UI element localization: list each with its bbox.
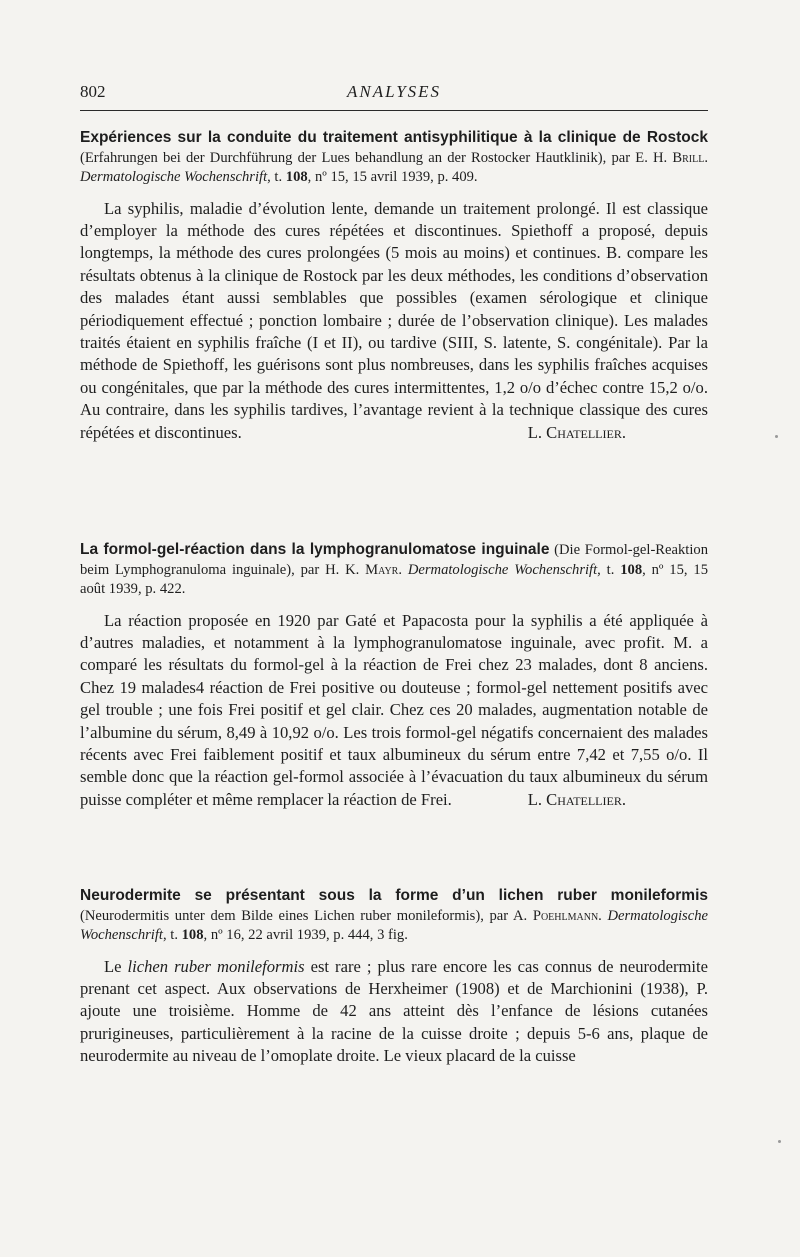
article-body: La réaction proposée en 1920 par Gaté et Papacosta pour la syphilis a été appliquée à d’autres maladies, et notamment à la lymphogranulomatose inguinale, avec profit. M. a comparé les résultats du formol-gel à la réaction de Frei chez 23 malades, dont 8 anciens. Chez 19 malades4 réaction de Frei positive ou douteuse ; formol-gel nettement positifs avec gel trouble ; une fois Frei positif et gel clair. Chez ces 20 malades, augmentation notable de l’albumine du sérum, 8,49 à 10,92 o/o. Les trois formol-gel négatifs concernaient des malades récents avec Frei faiblement positif et taux albumineux du sérum entre 7,42 et 7,55 o/o. Il semble donc que la réaction gel-formol associée à l’évacuation du taux albumineux du sérum puisse compléter et même remplacer la réaction de Frei. L. Chatellier.: [80, 610, 708, 812]
page-header: [80, 82, 708, 106]
header-rule: [80, 110, 708, 111]
article-body: Le lichen ruber monileformis est rare ; plus rare encore les cas connus de neurodermite prenant cet aspect. Aux observations de Herxheimer (1908) et de Marchionini (1938), P. ajoute une troisième. Homme de 42 ans atteint dès l’enfance de lésions cutanées prurigineuses, particulièrement à la racine de la cuisse droite ; depuis 5-6 ans, plaque de neurodermite au niveau de l’omoplate droite. Le vieux placard de la cuisse: [80, 956, 709, 1066]
article-headline: Neurodermite se présentant sous la forme d’un lichen ruber monileformis (Neurodermitis unter dem Bilde eines Lichen ruber monileformis), par A. Poehlmann. Dermatologische Wochenschrift, t. 108, nº 16, 22 avril 1939, p. 444, 3 fig.: [80, 887, 708, 943]
article-2: [80, 540, 708, 811]
journal-volume: 108: [181, 927, 204, 943]
journal-volume: 108: [285, 169, 308, 185]
article-headline: Expériences sur la conduite du traitement antisyphilitique à la clinique de Rostock (Erfahrungen bei der Durchführung der Lues behandlung an der Rostocker Hautklinik), par E. H. Brill. Dermatologische Wochenschrift, t. 108, nº 15, 15 avril 1939, p. 409.: [80, 129, 708, 185]
journal-details: , nº 16, 22 avril 1939, p. 444, 3 fig.: [203, 927, 408, 943]
article-body: La syphilis, maladie d’évolution lente, demande un traitement prolongé. Il est classique d’employer la méthode des cures répétées et discontinues. Spiethoff a proposé, depuis longtemps, la méthode des cures prolongées (5 mois au moins) et continues. B. compare les résultats obtenus à la clinique de Rostock par les deux méthodes, les conditions d’observation des malades étant aussi semblables que possibles (examen sérologique et clinique périodiquement effectué ; ponction lombaire ; durée de l’observation clinique). Les malades traités étaient en syphilis fraîche (I et II), ou tardive (SIII, S. latente, S. congénitale). Par la méthode de Spiethoff, les guérisons sont plus nombreuses, dans les syphilis fraîches acquises ou congénitales, que par la méthode des cures intermittentes, 1,2 o/o d’échec contre 15,2 o/o. Au contraire, dans les syphilis tardives, l’avantage revient à la technique classique des cures répétées et discontinues. L. Chatellier.: [80, 198, 708, 444]
article-headline: La formol-gel-réaction dans la lymphogranulomatose inguinale (Die Formol-gel-Reaktion beim Lymphogranuloma inguinale), par H. K. Mayr. Dermatologische Wochenschrift, t. 108, nº 15, 15 août 1939, p. 422.: [80, 541, 708, 597]
original-title: (Die Formol-gel-Reaktion beim Lymphogranuloma inguinale), par H. K.: [80, 542, 708, 578]
paper-speck: [775, 435, 778, 438]
paper-speck: [778, 1140, 781, 1143]
article-title: La formol-gel-réaction dans la lymphogranulomatose inguinale: [80, 541, 550, 558]
article-author: Mayr: [365, 561, 399, 578]
journal-details: , nº 15, 15 avril 1939, p. 409.: [307, 169, 478, 185]
article-author: Brill: [672, 149, 705, 166]
article-1: [80, 128, 708, 444]
article-title: Neurodermite se présentant sous la forme d’un lichen ruber monileformis: [80, 887, 708, 904]
article-3: [80, 886, 708, 1068]
article-signature: L. Chatellier.: [527, 422, 626, 442]
emphasized-term: lichen ruber monileformis: [127, 956, 305, 976]
journal-details: , nº 15, 15 août 1939, p. 422.: [80, 561, 708, 597]
journal-volume: 108: [620, 561, 643, 578]
article-signature: L. Chatellier.: [527, 789, 626, 809]
article-author: Poehlmann: [532, 907, 599, 924]
original-title: (Neurodermitis unter dem Bilde eines Lichen ruber monileformis), par A.: [80, 907, 533, 924]
running-title: ANALYSES: [346, 82, 442, 101]
page-number: 802: [80, 82, 106, 101]
journal-name: Dermatologische Wochenschrift: [80, 907, 708, 943]
original-title: (Erfahrungen bei der Durchführung der Lues behandlung an der Rostocker Hautklinik), par E. H.: [80, 149, 673, 166]
journal-name: Dermatologische Wochenschrift: [80, 169, 268, 185]
journal-name: Dermatologische Wochenschrift: [407, 561, 598, 578]
article-title: Expériences sur la conduite du traitement antisyphilitique à la clinique de Rostock: [80, 129, 708, 146]
